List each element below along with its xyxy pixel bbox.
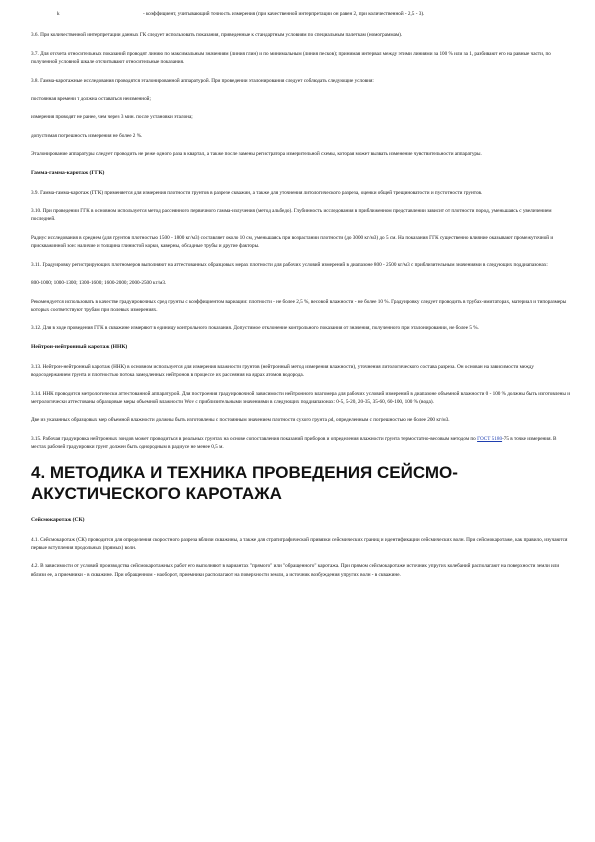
paragraph-two-measures: Две из указанных образцовых мер объемной влажности должны быть изготовлены с постоянным значением плотности сухого грунта ρd, определенным с погрешностью не более 200 кг/м3. — [31, 417, 450, 424]
document-page — [31, 10, 572, 589]
section-4-heading: 4. МЕТОДИКА И ТЕХНИКА ПРОВЕДЕНИЯ СЕЙСМО-АКУСТИЧЕСКОГО КАРОТАЖА — [31, 462, 458, 503]
paragraph-recommendation: Рекомендуется использовать в качестве градуировочных сред грунты с коэффициентом вариации: плотности - не более 2,5 %, весовой влажности - не более 10 %. Градуировку следует проводить в трубах-имитаторах, материал и типоразмеры которых соответствуют трубам при полевых измерениях. — [31, 298, 567, 313]
heading-sk: Сейсмокаротаж (СК) — [31, 516, 85, 523]
paragraph-3-15 — [31, 435, 572, 452]
heading-nnk: Нейтрон-нейтронный каротаж (ННК) — [31, 343, 128, 350]
paragraph-3-9: 3.9. Гамма-гамма-каротаж (ГГК) применяется для измерения плотности грунтов в разрезе скважин, а также для уточнения литологического разреза, оценки общей трещиноватости и пустотности грунтов. — [31, 189, 483, 196]
paragraph-4-1: 4.1. Сейсмокаротаж (СК) проводится для определения скоростного разреза вблизи скважины, а также для стратиграфической привязки сейсмических границ и идентификации сейсмических волн. При сейсмокаротаже, как правило, изучаются первые вступления продольных (прямых) волн. — [31, 536, 568, 551]
paragraph-3-15-start: 3.15. Рабочая градуировка нейтронных зондов может проводиться в реальных грунтах на основе сопоставления показаний приборов и определения влажности грунта термостатно-весовым методом по — [31, 435, 478, 442]
paragraph-calibration: Эталонирование аппаратуры следует проводить не реже одного раза в квартал, а также после замены регистратора измерительной схемы, которая может вызвать изменение чувствительности аппаратуры. — [31, 151, 482, 158]
coefficient-definition — [31, 10, 572, 18]
paragraph-3-10: 3.10. При проведении ГГК в основном используется метод рассеянного первичного гамма-излучения (метод альбедо). Глубинность исследования в приближенном представлении зависит от плотности пород, уменьшаясь с увеличением последней. — [31, 208, 552, 223]
condition-3: допустимая погрешность измерения не более 2 %. — [31, 132, 143, 139]
paragraph-4-2: 4.2. В зависимости от условий производства сейсмокаротажных работ его выполняют в вариантах "прямого" или "обращенного" каротажа. При прямом сейсмокаротаже источник упругих колебаний располагают на поверхности земли или вблизи ее, а приемники - в скважине. При обращенном - наоборот, приемники располагают на поверхности земли, а источник возбуждения упругих волн - в скважине. — [31, 563, 560, 578]
condition-1: постоянная времени τ должна оставаться неизменной; — [31, 96, 151, 103]
paragraph-3-7: 3.7. Для отсчета относительных показаний проводят линию по максимальным значениям (линия глин) и по минимальным (линия песков); принимая интервал между этими линиями за 100 % или за 1, разбивают его на равные части, по полученной условной шкале отсчитывают относительные показания. — [31, 50, 551, 66]
paragraph-3-13: 3.13. Нейтрон-нейтронный каротаж (ННК) в основном используется для измерения влажности грунтов (нейтронный метод измерения влажности), уточнения литологического состава разреза. Он основан на зависимости между водосодержанием грунта и плотностью потока замедленных нейтронов в процессе их рассеяния на ядрах атомов водорода. — [31, 363, 535, 379]
paragraph-3-12: 3.12. Для в ходе проведения ГГК в скважине измеряют в единицу контрольного показания. Допустимое отклонение контрольного показания от значения, полученного при эталонировании, не более 5 %. — [31, 325, 479, 332]
heading-ggk: Гамма-гамма-каротаж (ГГК) — [31, 169, 105, 176]
paragraph-radius: Радиус исследования в среднем (для грунтов плотностью 1500 - 1800 кг/м3) составляет около 10 см, уменьшаясь при возрастании плотности (до 3000 кг/м3) до 5 см. На показания ГГК существенно влияние оказывают промежуточной и прискважинной зон: наличие и толщина глинистой корки, каверны, обсадные трубы и другие факторы. — [31, 234, 554, 250]
paragraph-3-11: 3.11. Градуировку регистрирующих плотномеров выполняют на аттестованных образцовых мерах плотности для рабочих условий измерений в диапазоне 800 - 2500 кг/м3 с приблизительным значениями в следующих поддиапазонах: — [31, 261, 548, 268]
paragraph-3-8: 3.8. Гамма-каротажные исследования проводятся эталонированной аппаратурой. При проведении эталонирования следует соблюдать следующие условия: — [31, 77, 374, 84]
coefficient-symbol: k — [57, 11, 60, 17]
density-ranges: 800-1000; 1000-1300; 1300-1600; 1600-2000; 2000-2500 кг/м3. — [31, 280, 167, 287]
coefficient-text: - коэффициент, учитывающий точность измерения (при качественной интерпретации он равен 2, при количественной - 2,5 - 3). — [143, 11, 425, 17]
paragraph-3-6: 3.6. При количественной интерпретации данных ГК следует использовать показания, приведенные к стандартным условиям по специальным палеткам (номограммам). — [31, 32, 403, 39]
gost-5180-link[interactable]: ГОСТ 5180 — [477, 435, 503, 442]
paragraph-3-14: 3.14. ННК проводится метрологически аттестованной аппаратурой. Для построения градуировочной зависимости нейтронного влагомера для рабочих условий измерений в диапазоне объемной влажности 0 - 100 % должны быть изготовлены и метрологически аттестованы образцовые меры объемной влажности Wov с приблизительными значениями в следующих поддиапазонах: 0-5, 5-20, 20-35, 35-60, 60-100, 100 % (вода). — [31, 390, 570, 405]
condition-2: измерения проводят не ранее, чем через 3 мин. после установки эталона; — [31, 114, 193, 121]
paragraph-3-15-end: -75 в точке измерения. В местах рабочей градуировки грунт должен быть однородным в радиусе не менее 0,5 м. — [31, 435, 557, 451]
